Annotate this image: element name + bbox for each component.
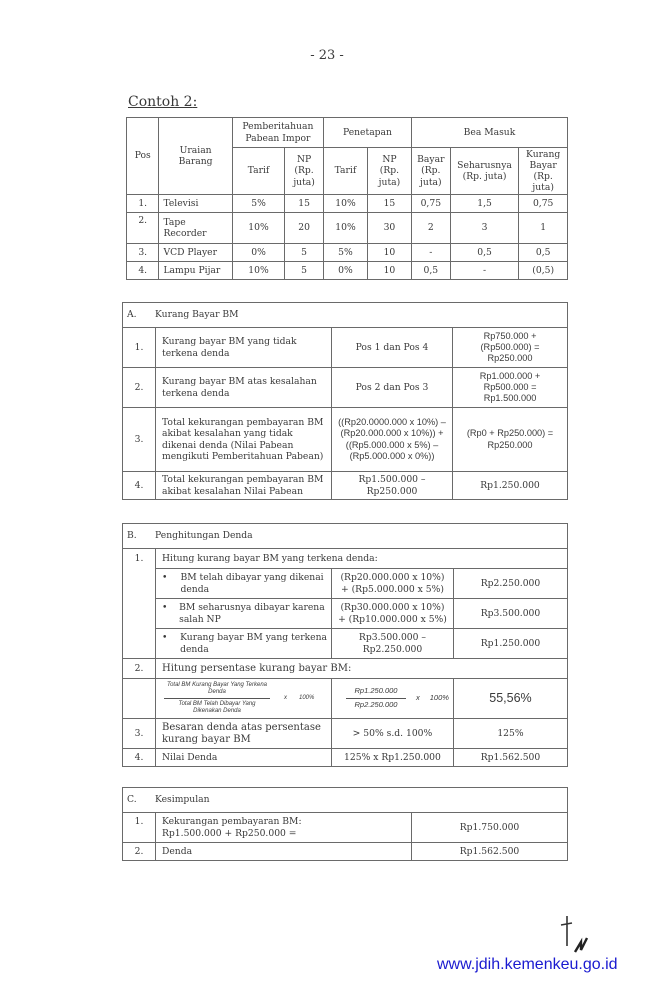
cell-desc: Kurang bayar BM yang tidak terkena denda bbox=[156, 328, 332, 368]
times-sign: x bbox=[416, 693, 420, 703]
percentage-result: 55,56% bbox=[453, 679, 567, 719]
cell-result: Rp1.562.500 bbox=[412, 843, 568, 861]
cell-seharusnya: 0,5 bbox=[450, 244, 519, 262]
calc-denominator: Rp2.250.000 bbox=[354, 700, 398, 709]
table-row bbox=[123, 813, 568, 843]
header-bea-masuk: Bea Masuk bbox=[411, 118, 567, 148]
header-seharusnya: Seharusnya (Rp. juta) bbox=[450, 148, 519, 195]
cell-result: Rp1.562.500 bbox=[453, 749, 567, 767]
cell-calc: > 50% s.d. 100% bbox=[332, 719, 454, 749]
table-row bbox=[123, 719, 568, 749]
cell-uraian: VCD Player bbox=[159, 244, 232, 262]
item-desc: Kurang bayar BM yang terkena denda bbox=[180, 632, 328, 655]
cell-pen-np: 10 bbox=[367, 244, 411, 262]
cell-pen-np: 15 bbox=[367, 195, 411, 213]
cell-result: Rp1.750.000 bbox=[412, 813, 568, 843]
cell-pib-np: 5 bbox=[285, 262, 324, 280]
cell-desc: Besaran denda atas persentase kurang bayar BM bbox=[156, 719, 332, 749]
cell-desc: Total kekurangan pembayaran BM akibat kesalahan yang tidak dikenai denda (Nilai Pabean mengikuti Pemberitahuan Pabean) bbox=[156, 408, 332, 472]
cell-desc bbox=[156, 569, 332, 599]
cell-no: 1. bbox=[123, 549, 156, 659]
calc-cell bbox=[332, 679, 454, 719]
footer-url[interactable]: www.jdih.kemenkeu.go.id bbox=[437, 956, 618, 973]
cell-pib-tarif: 10% bbox=[232, 213, 284, 244]
cell-no: 1. bbox=[123, 328, 156, 368]
bullet-icon: • bbox=[162, 632, 168, 644]
section-b-header bbox=[123, 524, 568, 549]
cell-bayar: 0,5 bbox=[411, 262, 450, 280]
formula-numerator: Total BM Kurang Bayar Yang Terkena Denda bbox=[164, 682, 270, 699]
table-row bbox=[123, 549, 568, 569]
cell-no-empty bbox=[123, 679, 156, 719]
cell-pib-tarif: 0% bbox=[232, 244, 284, 262]
table-row bbox=[123, 599, 568, 629]
cell-no: 2. bbox=[123, 659, 156, 679]
cell-result: Rp3.500.000 bbox=[453, 599, 567, 629]
cell-no: 2. bbox=[123, 843, 156, 861]
cell-pos: 2. bbox=[127, 213, 159, 244]
bullet-icon: • bbox=[162, 602, 168, 614]
header-pib-np: NP (Rp. juta) bbox=[285, 148, 324, 195]
cell-uraian: Lampu Pijar bbox=[159, 262, 232, 280]
cell-pos: 3. bbox=[127, 244, 159, 262]
cell-uraian: Televisi bbox=[159, 195, 232, 213]
table-row bbox=[123, 569, 568, 599]
header-pos: Pos bbox=[127, 118, 159, 195]
table-row bbox=[123, 629, 568, 659]
table-row bbox=[123, 749, 568, 767]
cell-no: 2. bbox=[123, 368, 156, 408]
cell-calc: Pos 2 dan Pos 3 bbox=[332, 368, 453, 408]
cell-bayar: 0,75 bbox=[411, 195, 450, 213]
cell-pib-np: 20 bbox=[285, 213, 324, 244]
cell-calc: ((Rp20.0000.000 x 10%) – (Rp20.000.000 x 10%)) + ((Rp5.000.000 x 5%) – (Rp5.000.000 x 0%)) bbox=[332, 408, 453, 472]
times-sign: x bbox=[284, 695, 287, 702]
table-row bbox=[127, 262, 568, 280]
cell-desc: Denda bbox=[156, 843, 412, 861]
table-row bbox=[123, 328, 568, 368]
header-pib: Pemberitahuan Pabean Impor bbox=[232, 118, 323, 148]
cell-pib-np: 5 bbox=[285, 244, 324, 262]
goods-table bbox=[126, 117, 568, 280]
step2-label: Hitung persentase kurang bayar BM: bbox=[156, 659, 568, 679]
table-row bbox=[127, 195, 568, 213]
table-row bbox=[123, 472, 568, 500]
cell-desc: Kurang bayar BM atas kesalahan terkena denda bbox=[156, 368, 332, 408]
cell-calc: (Rp30.000.000 x 10%) + (Rp10.000.000 x 5%) bbox=[332, 599, 454, 629]
cell-pen-tarif: 5% bbox=[323, 244, 367, 262]
cell-result: (Rp0 + Rp250.000) = Rp250.000 bbox=[453, 408, 568, 472]
table-row bbox=[127, 213, 568, 244]
signature-mark-icon bbox=[555, 912, 595, 960]
hundred-percent: 100% bbox=[299, 695, 315, 702]
header-bayar: Bayar (Rp. juta) bbox=[411, 148, 450, 195]
formula-cell bbox=[156, 679, 332, 719]
example-title-text: Contoh 2 bbox=[128, 94, 193, 110]
example-title bbox=[128, 94, 197, 110]
header-penetapan: Penetapan bbox=[323, 118, 411, 148]
section-c-table bbox=[122, 787, 568, 861]
item-desc: BM telah dibayar yang dikenai denda bbox=[180, 572, 324, 595]
hundred-percent: 100% bbox=[429, 693, 449, 703]
cell-desc bbox=[156, 813, 412, 843]
cell-bayar: - bbox=[411, 244, 450, 262]
header-pen-np: NP (Rp. juta) bbox=[367, 148, 411, 195]
cell-desc: Nilai Denda bbox=[156, 749, 332, 767]
header-kurang-bayar: Kurang Bayar (Rp. juta) bbox=[519, 148, 568, 195]
example-title-colon: : bbox=[192, 94, 198, 110]
page-number: - 23 - bbox=[310, 48, 344, 63]
cell-pen-np: 30 bbox=[367, 213, 411, 244]
cell-result: Rp2.250.000 bbox=[453, 569, 567, 599]
table-row bbox=[123, 408, 568, 472]
cell-no: 4. bbox=[123, 472, 156, 500]
table-row bbox=[123, 368, 568, 408]
section-a-table bbox=[122, 302, 568, 500]
cell-seharusnya: - bbox=[450, 262, 519, 280]
section-c-title: Kesimpulan bbox=[155, 794, 210, 806]
cell-desc: Total kekurangan pembayaran BM akibat kesalahan Nilai Pabean bbox=[156, 472, 332, 500]
cell-pos: 1. bbox=[127, 195, 159, 213]
cell-kurang: 0,5 bbox=[519, 244, 568, 262]
cell-pib-tarif: 5% bbox=[232, 195, 284, 213]
cell-result: Rp1.250.000 bbox=[453, 629, 567, 659]
section-c-header bbox=[123, 788, 568, 813]
cell-seharusnya: 1,5 bbox=[450, 195, 519, 213]
section-b-table bbox=[122, 523, 568, 767]
cell-kurang: 0,75 bbox=[519, 195, 568, 213]
section-a-header bbox=[123, 303, 568, 328]
formula-denominator: Total BM Telah Dibayar Yang Dikenakan Denda bbox=[178, 701, 256, 714]
cell-pos: 4. bbox=[127, 262, 159, 280]
cell-pen-tarif: 10% bbox=[323, 213, 367, 244]
table-row bbox=[123, 679, 568, 719]
cell-desc bbox=[156, 629, 332, 659]
cell-result: Rp750.000 + (Rp500.000) = Rp250.000 bbox=[453, 328, 568, 368]
cell-no: 3. bbox=[123, 719, 156, 749]
table-row bbox=[123, 659, 568, 679]
cell-result: Rp1.000.000 + Rp500.000 = Rp1.500.000 bbox=[453, 368, 568, 408]
cell-kurang: (0,5) bbox=[519, 262, 568, 280]
cell-uraian: Tape Recorder bbox=[159, 213, 232, 244]
section-a-title: Kurang Bayar BM bbox=[155, 309, 239, 321]
cell-seharusnya: 3 bbox=[450, 213, 519, 244]
cell-pen-tarif: 0% bbox=[323, 262, 367, 280]
section-b-title: Penghitungan Denda bbox=[155, 530, 253, 542]
cell-calc: 125% x Rp1.250.000 bbox=[332, 749, 454, 767]
cell-result: 125% bbox=[453, 719, 567, 749]
step1-label: Hitung kurang bayar BM yang terkena denda: bbox=[156, 549, 568, 569]
header-pib-tarif: Tarif bbox=[232, 148, 284, 195]
cell-no: 1. bbox=[123, 813, 156, 843]
cell-result: Rp1.250.000 bbox=[453, 472, 568, 500]
cell-kurang: 1 bbox=[519, 213, 568, 244]
header-uraian: Uraian Barang bbox=[159, 118, 232, 195]
section-a-letter: A. bbox=[127, 309, 137, 321]
cell-pen-tarif: 10% bbox=[323, 195, 367, 213]
desc-line-2: Rp1.500.000 + Rp250.000 = bbox=[162, 827, 297, 839]
table-row bbox=[123, 843, 568, 861]
section-b-letter: B. bbox=[127, 530, 137, 542]
section-c-letter: C. bbox=[127, 794, 137, 806]
cell-no: 3. bbox=[123, 408, 156, 472]
cell-desc bbox=[156, 599, 332, 629]
cell-calc: Pos 1 dan Pos 4 bbox=[332, 328, 453, 368]
cell-pib-np: 15 bbox=[285, 195, 324, 213]
bullet-icon: • bbox=[162, 572, 168, 584]
header-pen-tarif: Tarif bbox=[323, 148, 367, 195]
cell-pib-tarif: 10% bbox=[232, 262, 284, 280]
cell-bayar: 2 bbox=[411, 213, 450, 244]
item-desc: BM seharusnya dibayar karena salah NP bbox=[179, 602, 325, 625]
desc-line-1: Kekurangan pembayaran BM: bbox=[162, 816, 302, 828]
cell-no: 4. bbox=[123, 749, 156, 767]
cell-calc: Rp3.500.000 – Rp2.250.000 bbox=[332, 629, 454, 659]
table-row bbox=[127, 244, 568, 262]
cell-calc: (Rp20.000.000 x 10%) + (Rp5.000.000 x 5%) bbox=[332, 569, 454, 599]
cell-pen-np: 10 bbox=[367, 262, 411, 280]
cell-calc: Rp1.500.000 – Rp250.000 bbox=[332, 472, 453, 500]
calc-numerator: Rp1.250.000 bbox=[346, 687, 406, 699]
